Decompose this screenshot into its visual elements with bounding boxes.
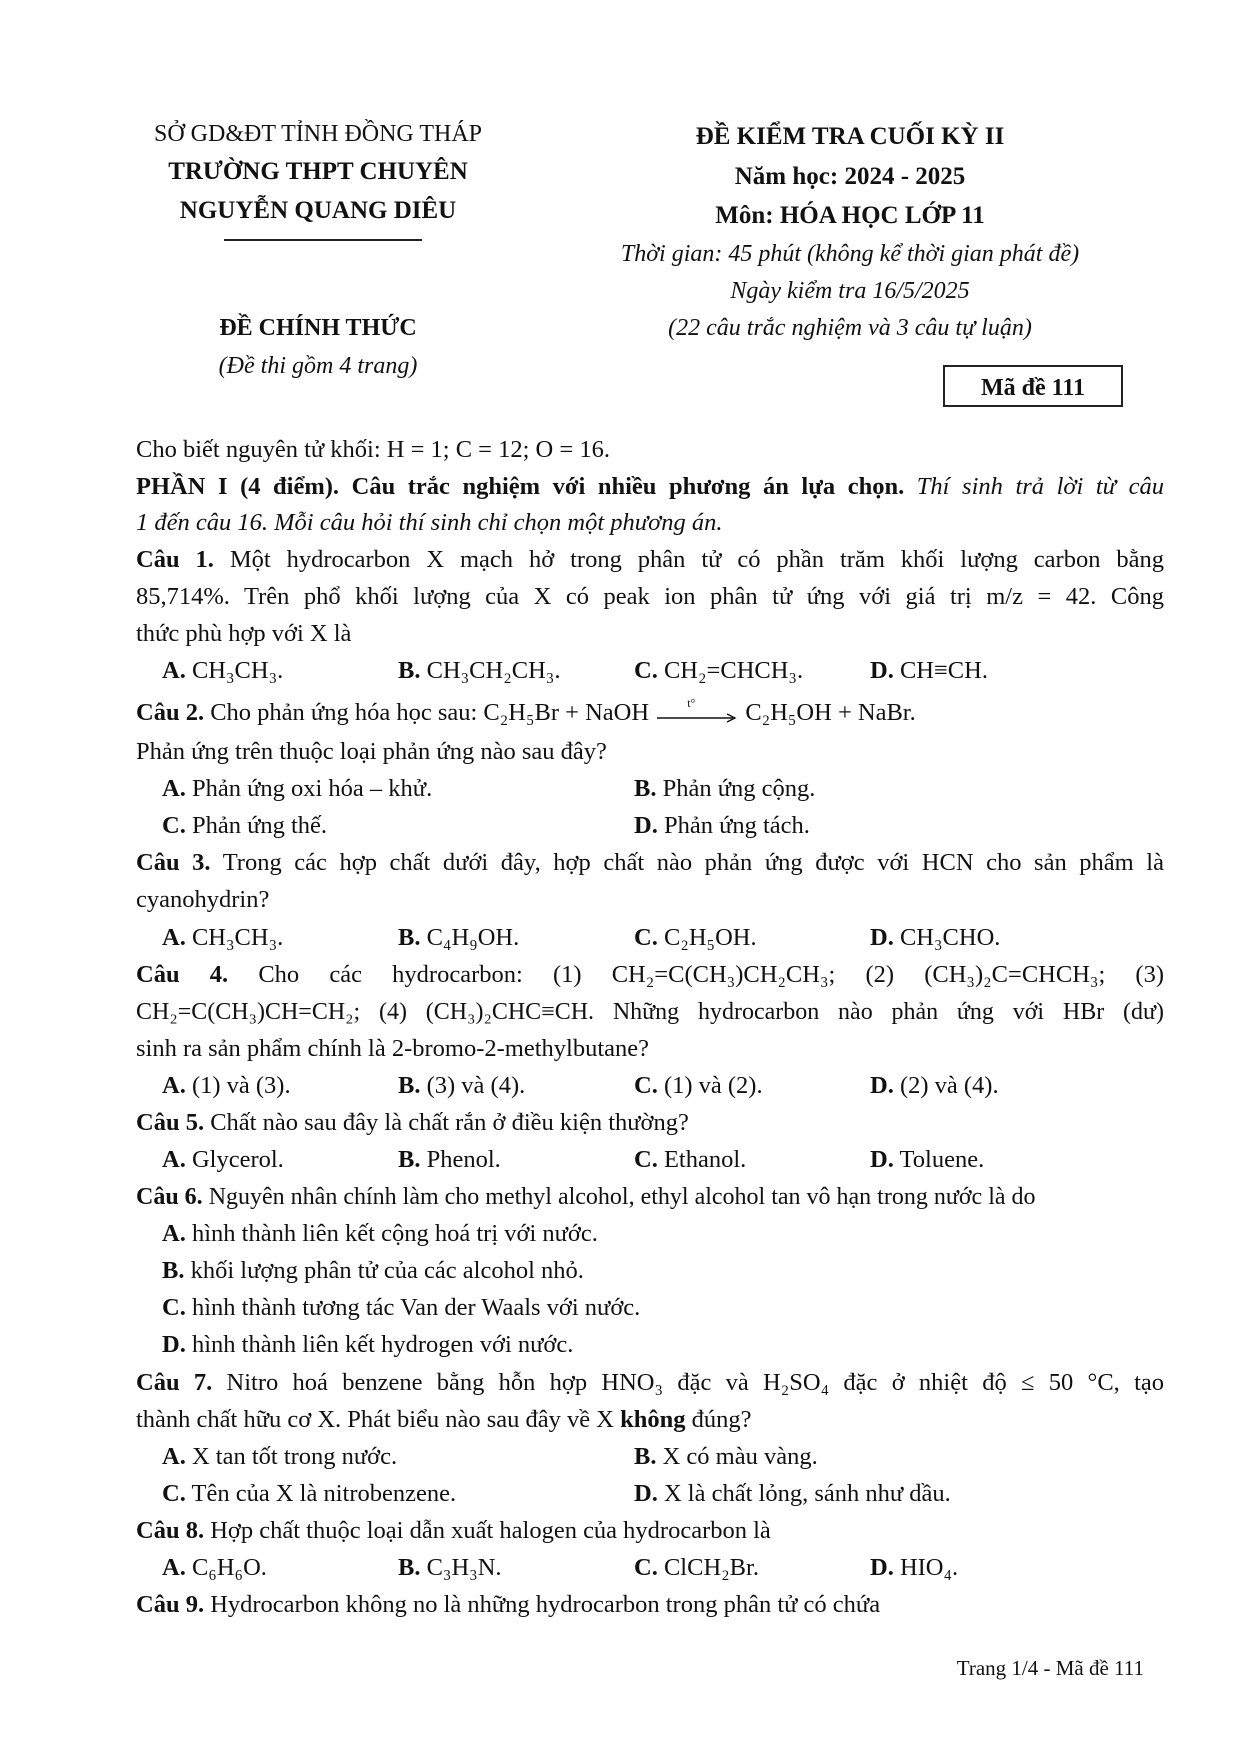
q5-option-c[interactable] — [634, 1145, 746, 1175]
q6-option-a[interactable] — [162, 1219, 598, 1249]
question-text: thành chất hữu cơ X. Phát biểu nào sau đây về X — [136, 1406, 615, 1433]
exam-title: ĐỀ KIỂM TRA CUỐI KỲ II — [695, 123, 1005, 150]
q4-option-c[interactable] — [634, 1071, 763, 1101]
option-text: CH₃CH₂CH₃. — [426, 657, 561, 684]
department-name: SỞ GD&ĐT TỈNH ĐỒNG THÁP — [153, 121, 483, 147]
option-letter: B. — [398, 1072, 421, 1099]
option-text: ClCH₂Br. — [663, 1554, 759, 1581]
question-text-end: C₂H₅OH + NaBr. — [745, 699, 916, 726]
question-text: Trong các hợp chất dưới đây, hợp chất nào phản ứng được với HCN cho sản phẩm là — [222, 849, 1164, 876]
q2-option-d[interactable] — [634, 811, 810, 841]
q6-option-d[interactable] — [162, 1330, 573, 1360]
option-text: X tan tốt trong nước. — [191, 1443, 398, 1470]
question-3-line2: cyanohydrin? — [136, 886, 270, 913]
part1-instruction-1: Thí sinh trả lời từ câu — [916, 473, 1164, 500]
q5-option-b[interactable] — [398, 1145, 501, 1175]
q8-option-d[interactable] — [870, 1553, 958, 1583]
option-text: khối lượng phân tử của các alcohol nhỏ. — [190, 1257, 584, 1284]
school-year: Năm học: 2024 - 2025 — [734, 163, 966, 190]
q4-option-b[interactable] — [398, 1071, 525, 1101]
option-text: hình thành liên kết cộng hoá trị với nước. — [191, 1220, 598, 1247]
question-1-line3: thức phù hợp với X là — [136, 620, 352, 647]
question-text-end: đúng? — [691, 1406, 752, 1433]
option-text: Glycerol. — [191, 1146, 284, 1173]
option-text: Tên của X là nitrobenzene. — [191, 1480, 457, 1507]
option-text: CH₃CHO. — [899, 924, 1001, 951]
option-letter: C. — [162, 1294, 186, 1321]
question-7-line2 — [136, 1405, 1164, 1435]
option-letter: B. — [634, 1443, 657, 1470]
question-label: Câu 3. — [136, 849, 211, 876]
question-text: Cho phản ứng hóa học sau: C₂H₅Br + NaOH — [210, 699, 650, 726]
option-text: CH₃CH₃. — [191, 924, 284, 951]
school-name-line2: NGUYỄN QUANG DIÊU — [179, 197, 457, 224]
q8-option-c[interactable] — [634, 1553, 759, 1583]
question-label: Câu 2. — [136, 699, 205, 726]
option-text: Phản ứng thế. — [191, 812, 328, 839]
part1-instruction-2: 1 đến câu 16. Mỗi câu hỏi thí sinh chỉ chọn một phương án. — [136, 509, 723, 536]
question-label: Câu 1. — [136, 546, 214, 573]
atomic-masses: Cho biết nguyên tử khối: H = 1; C = 12; O = 16. — [136, 436, 610, 463]
option-text: Toluene. — [899, 1146, 985, 1173]
option-text: C₃H₃N. — [426, 1554, 502, 1581]
q7-option-a[interactable] — [162, 1442, 397, 1472]
question-text: Chất nào sau đây là chất rắn ở điều kiện thường? — [210, 1109, 689, 1136]
exam-date: Ngày kiểm tra 16/5/2025 — [730, 278, 970, 304]
q2-option-b[interactable] — [634, 774, 815, 804]
page-count-note: (Đề thi gồm 4 trang) — [218, 353, 418, 379]
question-text: Nitro hoá benzene bằng hỗn hợp HNO₃ đặc và H₂SO₄ đặc ở nhiệt độ ≤ 50 °C, tạo — [226, 1369, 1164, 1396]
q4-option-a[interactable] — [162, 1071, 291, 1101]
question-label: Câu 6. — [136, 1184, 203, 1210]
q7-option-b[interactable] — [634, 1442, 818, 1472]
option-text: Phản ứng cộng. — [662, 775, 816, 802]
question-3 — [136, 848, 1164, 878]
question-5 — [136, 1108, 1164, 1138]
option-letter: A. — [162, 1146, 186, 1173]
option-text: Phản ứng tách. — [663, 812, 810, 839]
option-letter: B. — [162, 1257, 185, 1284]
question-2-line2: Phản ứng trên thuộc loại phản ứng nào sau đây? — [136, 738, 607, 765]
option-letter: C. — [162, 812, 186, 839]
question-8 — [136, 1516, 1164, 1546]
question-label: Câu 9. — [136, 1591, 205, 1618]
option-text: (1) và (3). — [191, 1072, 291, 1099]
option-letter: A. — [162, 1220, 186, 1247]
option-letter: C. — [634, 924, 658, 951]
option-letter: A. — [162, 924, 186, 951]
question-label: Câu 8. — [136, 1517, 205, 1544]
option-letter: D. — [870, 657, 894, 684]
question-4 — [136, 960, 1164, 990]
q7-option-d[interactable] — [634, 1479, 951, 1509]
q7-option-c[interactable] — [162, 1479, 456, 1509]
option-letter: B. — [398, 657, 421, 684]
option-letter: D. — [870, 924, 894, 951]
option-text: X có màu vàng. — [662, 1443, 818, 1470]
option-letter: B. — [398, 1554, 421, 1581]
exam-code-box: Mã đề 111 — [943, 365, 1123, 407]
q3-option-b[interactable] — [398, 923, 519, 953]
q3-option-d[interactable] — [870, 923, 1000, 953]
option-letter: A. — [162, 1443, 186, 1470]
question-4-line2: CH₂=C(CH₃)CH=CH₂; (4) (CH₃)₂CHC≡CH. Những hydrocarbon nào phản ứng với HBr (dư) — [136, 999, 1164, 1025]
q3-option-c[interactable] — [634, 923, 757, 953]
question-1-line2: 85,714%. Trên phổ khối lượng của X có peak ion phân tử ứng với giá trị m/z = 42. Công — [136, 583, 1164, 610]
option-letter: D. — [162, 1331, 186, 1358]
part1-title-bold: PHẦN I (4 điểm). Câu trắc nghiệm với nhiều phương án lựa chọn. — [136, 473, 905, 500]
q1-option-d[interactable] — [870, 656, 988, 686]
option-letter: C. — [634, 657, 658, 684]
school-name-line1: TRƯỜNG THPT CHUYÊN — [168, 158, 468, 185]
exam-structure: (22 câu trắc nghiệm và 3 câu tự luận) — [668, 315, 1032, 341]
option-text: (1) và (2). — [663, 1072, 763, 1099]
option-letter: D. — [870, 1072, 894, 1099]
option-letter: D. — [634, 1480, 658, 1507]
question-text: Hydrocarbon không no là những hydrocarbon trong phân tử có chứa — [210, 1591, 881, 1618]
option-text: (2) và (4). — [899, 1072, 999, 1099]
question-1 — [136, 545, 1164, 575]
question-6 — [136, 1182, 1164, 1212]
option-text: C₄H₉OH. — [426, 924, 520, 951]
question-4-line3: sinh ra sản phẩm chính là 2-bromo-2-methylbutane? — [136, 1035, 649, 1062]
option-letter: B. — [398, 1146, 421, 1173]
subject: Môn: HÓA HỌC LỚP 11 — [715, 202, 985, 229]
reaction-arrow-icon — [655, 696, 739, 724]
option-letter: B. — [634, 775, 657, 802]
q6-option-b[interactable] — [162, 1256, 584, 1286]
option-letter: A. — [162, 775, 186, 802]
option-letter: B. — [398, 924, 421, 951]
option-text: Phenol. — [426, 1146, 501, 1173]
option-letter: C. — [634, 1554, 658, 1581]
reaction-condition: t° — [687, 696, 696, 711]
question-text: Hợp chất thuộc loại dẫn xuất halogen của hydrocarbon là — [210, 1517, 771, 1544]
option-text: Ethanol. — [663, 1146, 747, 1173]
q1-option-a[interactable] — [162, 656, 283, 686]
option-text: hình thành tương tác Van der Waals với nước. — [191, 1294, 641, 1321]
option-text: X là chất lỏng, sánh như dầu. — [663, 1480, 951, 1507]
question-text: Nguyên nhân chính làm cho methyl alcohol, ethyl alcohol tan vô hạn trong nước là do — [208, 1184, 1036, 1210]
question-7 — [136, 1368, 1164, 1398]
q5-option-d[interactable] — [870, 1145, 984, 1175]
option-letter: D. — [634, 812, 658, 839]
q6-option-c[interactable] — [162, 1293, 640, 1323]
option-letter: C. — [634, 1146, 658, 1173]
option-text: CH₃CH₃. — [191, 657, 284, 684]
q1-option-c[interactable] — [634, 656, 803, 686]
option-text: C₆H₆O. — [191, 1554, 267, 1581]
question-text: Cho các hydrocarbon: (1) CH₂=C(CH₃)CH₂CH₃; (2) (CH₃)₂C=CHCH₃; (3) — [258, 961, 1165, 988]
question-2 — [136, 698, 1164, 728]
option-letter: D. — [870, 1554, 894, 1581]
exam-duration: Thời gian: 45 phút (không kể thời gian phát đề) — [620, 241, 1080, 267]
part1-title — [136, 472, 1164, 502]
page-footer: Trang 1/4 - Mã đề 111 — [956, 1656, 1144, 1680]
option-text: CH₂=CHCH₃. — [663, 657, 804, 684]
q2-option-c[interactable] — [162, 811, 327, 841]
q4-option-d[interactable] — [870, 1071, 999, 1101]
option-text: CH≡CH. — [899, 657, 988, 684]
official-label: ĐỀ CHÍNH THỨC — [219, 315, 417, 341]
q3-option-a[interactable] — [162, 923, 283, 953]
option-letter: C. — [162, 1480, 186, 1507]
q8-option-b[interactable] — [398, 1553, 502, 1583]
negation-emphasis: không — [620, 1406, 686, 1433]
q8-option-a[interactable] — [162, 1553, 267, 1583]
question-label: Câu 5. — [136, 1109, 205, 1136]
q5-option-a[interactable] — [162, 1145, 284, 1175]
question-9 — [136, 1590, 1164, 1620]
question-label: Câu 7. — [136, 1369, 213, 1396]
q2-option-a[interactable] — [162, 774, 432, 804]
option-text: HIO₄. — [899, 1554, 959, 1581]
option-text: Phản ứng oxi hóa – khử. — [191, 775, 433, 802]
option-letter: D. — [870, 1146, 894, 1173]
option-letter: A. — [162, 657, 186, 684]
q1-option-b[interactable] — [398, 656, 560, 686]
option-text: hình thành liên kết hydrogen với nước. — [191, 1331, 574, 1358]
question-text: Một hydrocarbon X mạch hở trong phân tử có phần trăm khối lượng carbon bằng — [229, 546, 1165, 573]
question-label: Câu 4. — [136, 961, 229, 988]
option-letter: A. — [162, 1554, 186, 1581]
option-text: (3) và (4). — [426, 1072, 526, 1099]
option-letter: A. — [162, 1072, 186, 1099]
option-text: C₂H₅OH. — [663, 924, 757, 951]
option-letter: C. — [634, 1072, 658, 1099]
header-divider — [224, 239, 422, 241]
